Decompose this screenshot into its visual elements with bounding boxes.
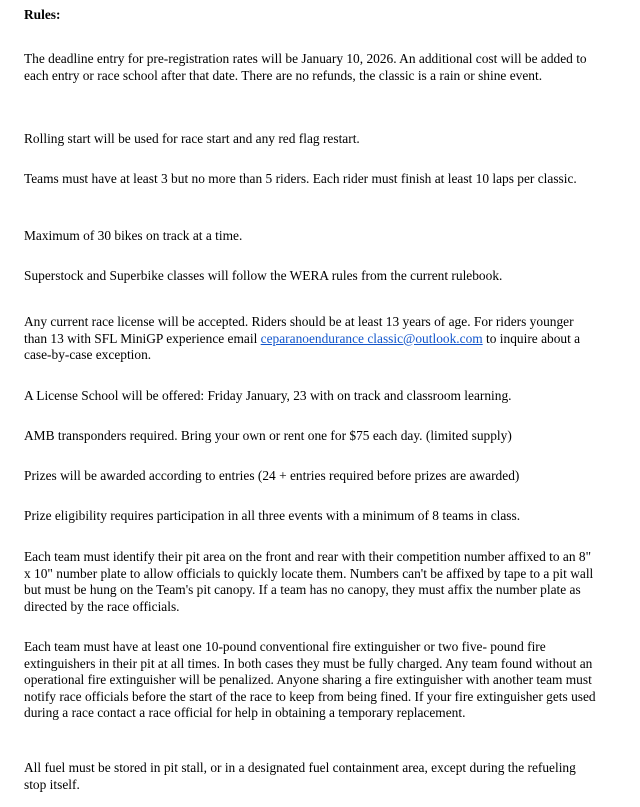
rule-class-rules: Superstock and Superbike classes will follow the WERA rules from the current rulebook. (24, 268, 503, 283)
rule-pit-number-plate: Each team must identify their pit area on the front and rear with their competition number affixed to an 8" x 10" number plate to allow officials to quickly locate them. Numbers can't be affixed by tape to a pit wall but must be hung on the Team's pit canopy. If a team has no canopy, they must affix the number plate as directed by the race officials. (24, 549, 594, 614)
rule-max-bikes: Maximum of 30 bikes on track at a time. (24, 228, 243, 243)
rule-pre-registration-deadline: The deadline entry for pre-registration rates will be January 10, 2026. An additional cost will be added to each entry or race school after that date. There are no refunds, the classic is a rain or shine event. (24, 51, 587, 83)
rule-prizes: Prizes will be awarded according to entries (24 + entries required before prizes are awarded) (24, 468, 520, 483)
rule-fire-extinguisher: Each team must have at least one 10-pound conventional fire extinguisher or two five- pound fire extinguishers in their pit at all times. In both cases they must be fully charged. Any team found without an operational fire extinguisher will be penalized. Anyone sharing a fire extinguisher with another team must notify race officials before the start of the race to keep from being fined. If your fire extinguisher gets used during a race contact a race official for help in obtaining a temporary replacement. (24, 639, 596, 720)
race-license-text-after: to inquire about a case-by-case exception. (24, 330, 581, 362)
rule-rolling-start: Rolling start will be used for race start and any red flag restart. (24, 131, 360, 146)
race-license-text-before: Any current race license will be accepted. Riders should be at least 13 years of age. For riders younger than 13 with SFL MiniGP experience email (24, 314, 574, 346)
contact-email-link[interactable]: ceparanoendurance classic@outlook.com (260, 330, 483, 346)
rules-document (24, 7, 599, 792)
rule-transponders: AMB transponders required. Bring your own or rent one for $75 each day. (limited supply) (24, 428, 512, 443)
rule-race-license (24, 314, 599, 364)
rule-fuel-storage: All fuel must be stored in pit stall, or in a designated fuel containment area, except during the refueling stop itself. (24, 760, 576, 792)
rules-heading: Rules: (24, 7, 61, 22)
rule-license-school: A License School will be offered: Friday January, 23 with on track and classroom learning. (24, 388, 512, 403)
rule-team-size: Teams must have at least 3 but no more than 5 riders. Each rider must finish at least 10 laps per classic. (24, 171, 577, 186)
rule-prize-eligibility: Prize eligibility requires participation in all three events with a minimum of 8 teams in class. (24, 508, 521, 523)
